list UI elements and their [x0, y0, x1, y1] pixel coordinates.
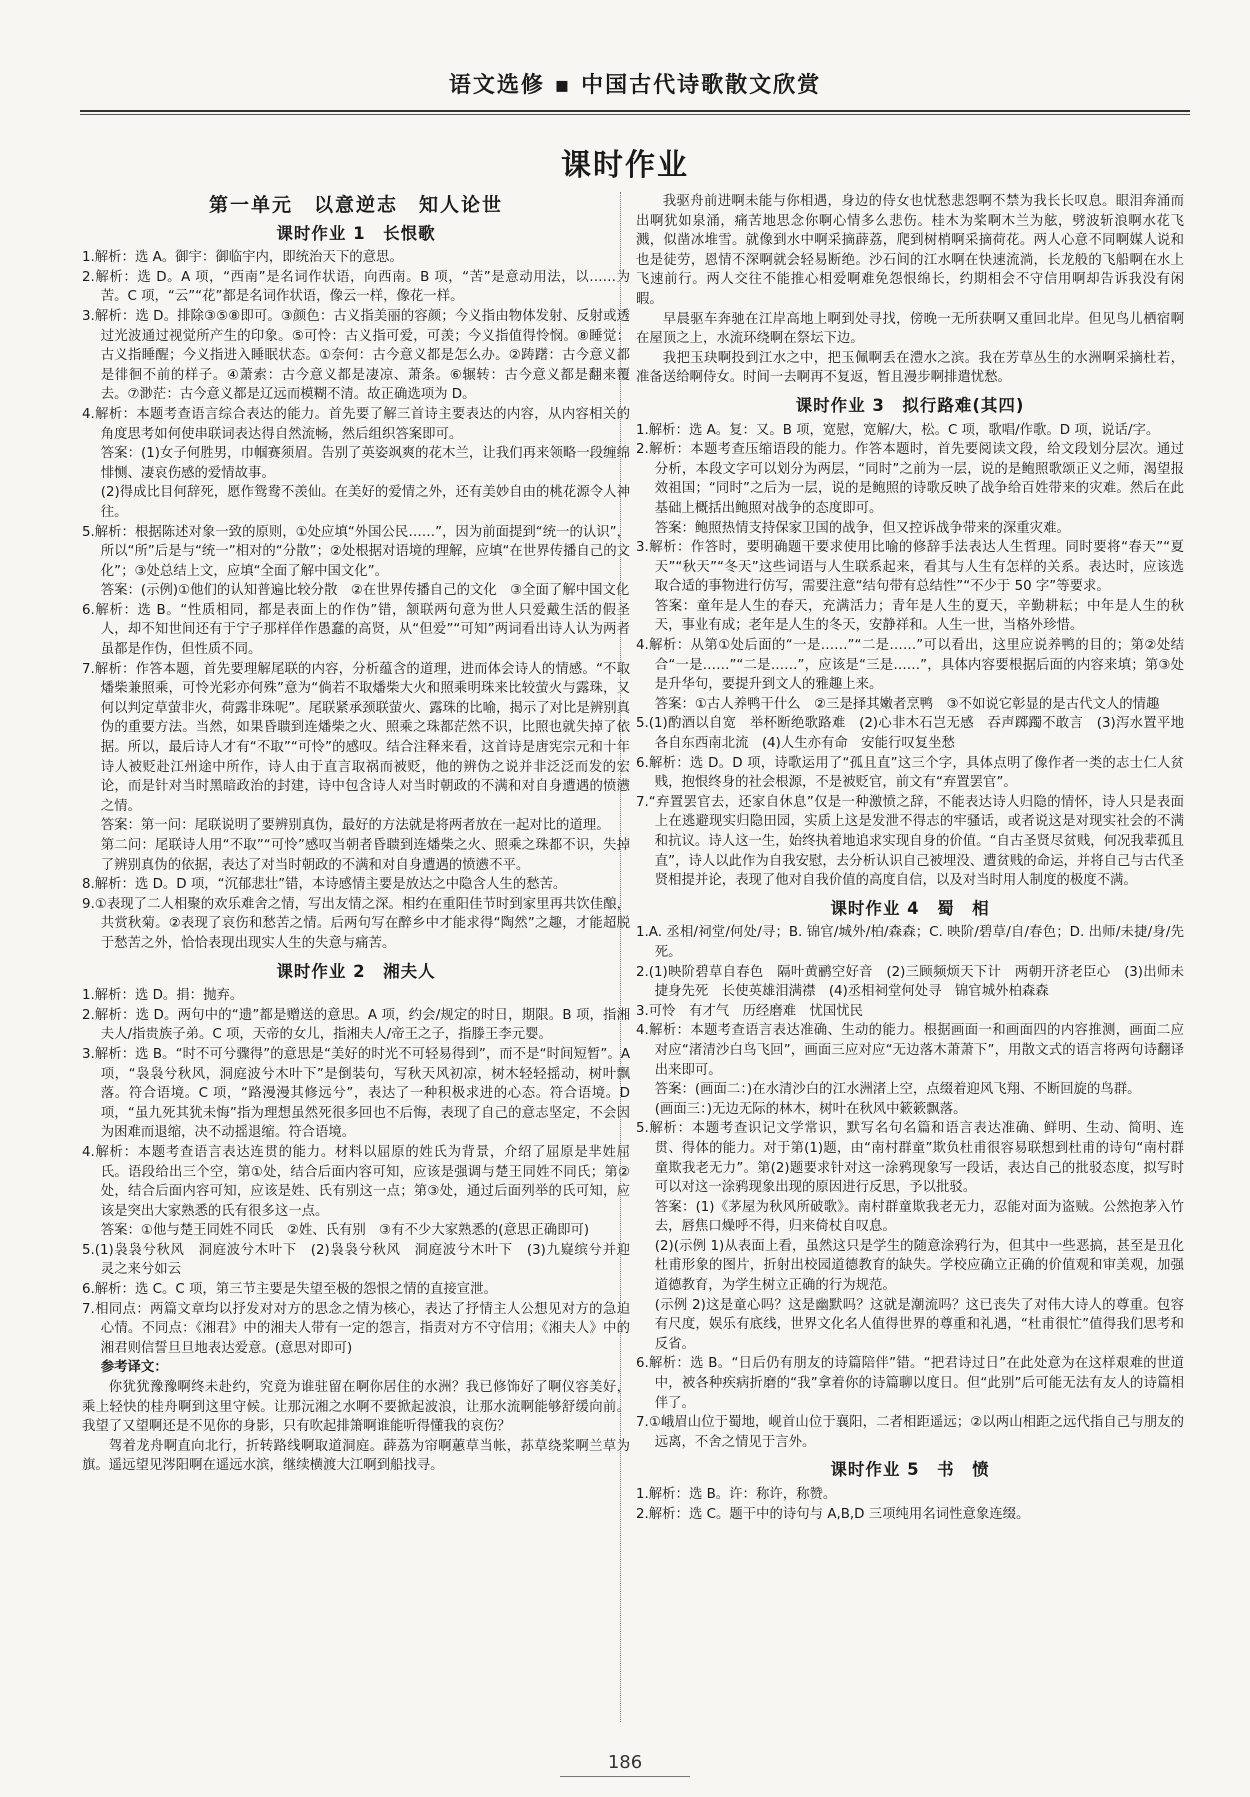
answer-item: 5.(1)袅袅兮秋风 洞庭波兮木叶下 (2)袅袅兮秋风 洞庭波兮木叶下 (3)九嶷缤兮并迎 灵之来兮如云	[82, 1242, 644, 1278]
answer-item: 7.相同点：两篇文章均以抒发对对方的思念之情为核心，表达了抒情主人公想见对方的急迫心情。不同点：《湘君》中的湘夫人带有一定的怨言，指责对方不守信用；《湘夫人》中的湘君则信誓旦旦地表达爱意。(意思对即可)	[82, 1301, 630, 1356]
answer-item: 2.解析：本题考查压缩语段的能力。作答本题时，首先要阅读文段，给文段划分层次。通过分析，本段文字可以划分为两层，“同时”之前为一层，说的是鲍照歌颂正义之师，渴望报效祖国；“同时”之后为一层，说的是鲍照的诗歌反映了战争给百姓带来的灾难。然后在此基础上概括出鲍照对战争的态度即可。	[636, 442, 1184, 516]
reference-paragraph: 你犹犹豫豫啊终未赴约，究竟为谁驻留在啊你居住的水洲？我已修饰好了啊仪容美好，乘上轻快的桂舟啊到这里守候。让那沅湘之水啊不要掀起波浪，让那水流啊能够舒缓向前。我望了又望啊还是不见你的身影，只有吹起排箫啊谁能听得懂我的哀伤？	[82, 1380, 630, 1435]
answer-item: 5.(1)酌酒以自宽 举杯断绝歌路难 (2)心非木石岂无感 吞声踯躅不敢言 (3)泻水置平地 各自东西南北流 (4)人生亦有命 安能行叹复坐愁	[636, 716, 1198, 752]
answer-item: 7.解析：作答本题，首先要理解尾联的内容，分析蕴含的道理，进而体会诗人的情感。“不取燔柴兼照乘，可怜光彩亦何殊”意为“倘若不取燔柴大火和照乘明珠来比较萤火与露珠，又何以判定草萤非火，荷露非珠呢”。尾联紧承颈联萤火、露珠的比喻，揭示了对比是辨别真伪的重要方法。当然，如果昏聩到连燔柴之火、照乘之珠都茫然不识，比照也就失掉了依据。所以，最后诗人才有“不取”“可怜”的感叹。结合注释来看，这首诗是唐宪宗元和十年诗人被贬赴江州途中所作，诗人由于直言取祸而被贬，他的辨伪之说并非泛泛而发的宏论，而是针对当时黑暗政治的封建，诗中包含诗人对当时朝政的不满和对自身遭遇的愤懑之情。	[82, 661, 630, 814]
answer-item: 4.解析：本题考查语言综合表达的能力。首先要了解三首诗主要表达的内容，从内容相关的角度思考如何使串联词表达得自然流畅，然后组织答案即可。	[82, 406, 630, 442]
answer-item: 3.解析：选 B。“时不可兮骤得”的意思是“美好的时光不可轻易得到”，而不是“时间短暂”。A 项，“袅袅兮秋风，洞庭波兮木叶下”是倒装句，写秋天风初凉，树木轻轻摇动，树叶飘落。符合语境。C 项，“路漫漫其修远兮”，表达了一种积极求进的心态。符合语境。D 项，“虽九死其犹未悔”指为理想虽然死很多回也不后悔，表现了自己的意志坚定，不会因为困难而退缩，决不动摇退缩。符合语境。	[82, 1046, 630, 1141]
answer-item: 1.解析：选 B。许：称许，称赞。	[636, 1487, 837, 1502]
answer-text: (2)(示例 1)从表面上看，虽然这只是学生的随意涂鸦行为，但其中一些恶搞，甚至是丑化杜甫形象的图片，折射出校园道德教育的缺失。学校应确立正确的价值观和审美观，加强道德教育，为学生树立正确的行为规范。	[654, 1238, 1184, 1294]
answer-item: 7.“弃置罢官去，还家自休息”仅是一种激愤之辞，不能表达诗人归隐的情怀，诗人只是表面上在逃避现实归隐田园，实质上这是发泄不得志的牢骚话，或者说这是对现实社会的不满和抗议。诗人这一生，始终执着地追求实现自身的价值。“自古圣贤尽贫贱，何况我辈孤且直”，诗人以此作为自我安慰，去分析认识自己被埋没、遭贫贱的命运，并将自己与古代圣贤相提并论，表现了他对自我价值的高度自信，以及对当时用人制度的极度不满。	[636, 794, 1184, 889]
reference-paragraph: 我把玉玦啊投到江水之中，把玉佩啊丢在澧水之滨。我在芳草丛生的水洲啊采摘杜若，准备送给啊侍女。时间一去啊再不复返，暂且漫步啊排遣忧愁。	[636, 350, 1184, 386]
answer-text: (2)得成比目何辞死，愿作鸳鸯不羡仙。在美好的爱情之外，还有美妙自由的桃花源令人神往。	[100, 485, 630, 520]
answer-item: 4.解析：本题考查语言表达准确、生动的能力。根据画面一和画面四的内容推测，画面二应对应“渚清沙白鸟飞回”，画面三应对应“无边落木萧萧下”，用散文式的语言将两句诗翻译出来即可。	[636, 1023, 1184, 1078]
section-title-hw4: 课时作业 4 蜀 相	[830, 898, 990, 918]
answer-item: 2.解析：选 D。A 项，“西南”是名词作状语，向西南。B 项，“苦”是意动用法，以……为苦。C 项，“云”“花”都是名词作状语，像云一样，像花一样。	[82, 269, 630, 305]
answer-item: 3.可怜 有才气 历经磨难 忧国忧民	[636, 1003, 864, 1019]
answer-text: 答案：童年是人生的春天，充满活力；青年是人生的夏天，辛勤耕耘；中年是人生的秋天，事业有成；老年是人生的冬天，安静祥和。人生一世，当格外珍惜。	[654, 598, 1184, 634]
answer-item: 1.解析：选 D。捐：抛弃。	[82, 988, 244, 1004]
answer-item: 9.①表现了二人相聚的欢乐难舍之情，写出友情之深。相约在重阳佳节时到家里再共饮佳酿，共赏秋菊。②表现了哀伤和愁苦之情。后两句写在醉乡中才能求得“陶然”之趣，才能超脱于愁苦之外，恰恰表现出现实人生的失意与痛苦。	[82, 896, 630, 951]
answer-item: 2.解析：选 C。题干中的诗句与 A,B,D 三项纯用名词性意象连缀。	[636, 1506, 1030, 1522]
reference-paragraph: 我驱舟前进啊未能与你相遇，身边的侍女也忧愁悲怨啊不禁为我长长叹息。眼泪奔涌而出啊犹如泉涌，痛苦地思念你啊心情多么悲伤。桂木为桨啊木兰为舷，劈波斩浪啊水花飞溅，似凿冰堆雪。就像到水中啊采摘薜荔，爬到树梢啊采摘荷花。两人心意不同啊媒人说和也是徒劳，恩情不深啊就会轻易断绝。沙石间的江水啊在快速流淌，长龙般的飞船啊在水上飞速前行。两人交往不能推心相爱啊难免怨恨绵长，约期相会不守信用啊却告诉我没有闲暇。	[636, 194, 1184, 307]
answer-item: 1.解析：选 A。御宇：御临宇内，即统治天下的意思。	[82, 250, 403, 266]
answer-text: 答案：①古人养鸭干什么 ②三是择其嫩者烹鸭 ③不如说它彰显的是古代文人的情趣	[654, 696, 1160, 712]
answer-item: 2.(1)映阶碧草自春色 隔叶黄鹂空好音 (2)三顾频烦天下计 两朝开济老臣心 (3)出师未捷身先死 长使英雄泪满襟 (4)丞相祠堂何处寻 锦官城外柏森森	[636, 964, 1184, 1000]
answer-item: 6.解析：选 D。D 项，诗歌运用了“孤且直”这三个字，具体点明了像作者一类的志士仁人贫贱，抱恨终身的社会根源，不是被贬官，前文有“弃置罢官”。	[636, 755, 1184, 791]
answer-item: 1.解析：选 A。复：又。B 项，宽慰，宽解/大，松。C 项，歌唱/作歌。D 项，说话/字。	[636, 422, 1160, 438]
answer-text: 答案：(画面二：)在水清沙白的江水洲渚上空，点缀着迎风飞翔、不断回旋的鸟群。	[654, 1082, 1141, 1098]
answer-item: 3.解析：选 D。排除③⑤⑧即可。③颜色：古义指美丽的容颜；今义指由物体发射、反射或透过光波通过视觉所产生的印象。⑤可怜：古义指可爱，可羡；今义指值得怜悯。⑧睡觉：古义指睡醒；今义指进入睡眠状态。①奈何：古今意义都是怎么办。②踌躇：古今意义都是徘徊不前的样子。④萧索：古今意义都是凄凉、萧条。⑥辗转：古今意义都是翻来覆去。⑦渺茫：古今意义都是辽远而模糊不清。故正确选项为 D。	[82, 308, 630, 403]
section-title-hw5: 课时作业 5 书 愤	[830, 1460, 990, 1480]
answer-text: 答案：(1)《茅屋为秋风所破歌》。南村群童欺我老无力，忍能对面为盗贼。公然抱茅入竹去，唇焦口燥呼不得，归来倚杖自叹息。	[654, 1199, 1184, 1235]
answer-item: 4.解析：本题考查语言表达连贯的能力。材料以屈原的姓氏为背景，介绍了屈原是芈姓屈氏。语段给出三个空，第①处，结合后面内容可知，应该是强调与楚王同姓不同氏；第②处，结合后面内容可知，应该是姓、氏有别这一点；第③处，通过后面列举的氏可知，应该是突出大家熟悉的氏有很多这一点。	[82, 1144, 630, 1219]
section-title-hw1: 课时作业 1 长恨歌	[276, 223, 436, 243]
answer-text: (画面三：)无边无际的林木，树叶在秋风中簌簌飘落。	[654, 1101, 967, 1117]
answer-text: 答案：第一问：尾联说明了要辨别真伪，最好的方法就是将两者放在一起对比的道理。	[100, 818, 610, 834]
page-title: 课时作业	[561, 148, 689, 183]
right-column	[636, 192, 1198, 1524]
answer-item: 4.解析：从第①处后面的“一是……”“二是……”可以看出，这里应说养鸭的目的；第②处结合“一是……”“二是……”，应该是“三是……”，具体内容要根据后面的内容来填；第③处是升华句，要提升到文人的雅趣上来。	[636, 638, 1184, 693]
reference-paragraph: 驾着龙舟啊直向北行，折转路线啊取道洞庭。薜荔为帘啊蕙草当帐，荪草绕桨啊兰草为旗。遥远望见涔阳啊在遥远水滨，继续横渡大江啊到船找寻。	[82, 1438, 630, 1474]
running-head	[80, 66, 1190, 112]
answer-item: 5.解析：本题考查识记文学常识，默写名句名篇和语言表达准确、鲜明、生动、简明、连贯、得体的能力。对于第(1)题，由“南村群童”欺负杜甫很容易联想到杜甫的诗句“南村群童欺我老无力”。第(2)题要求针对这一涂鸦现象写一段话，表达自己的批驳态度，拟写时可以对这一涂鸦现象出现的原因进行反思，予以批驳。	[636, 1121, 1184, 1196]
page-number: 186	[607, 1752, 643, 1773]
running-title: 语文选修 ▪ 中国古代诗歌散文欣赏	[448, 73, 822, 98]
answer-text: 答案：鲍照热情支持保家卫国的战争，但又控诉战争带来的深重灾难。	[654, 520, 1070, 536]
answer-item: 2.解析：选 D。两句中的“遗”都是赠送的意思。A 项，约会/规定的时日，期限。B 项，指湘夫人/指贵族子弟。C 项，天帝的女儿，指湘夫人/帝王之子，指滕王李元婴。	[82, 1007, 630, 1043]
answer-item: 5.解析：根据陈述对象一致的原则，①处应填“外国公民……”，因为前面提到“统一的认识”，所以“所”后是与“统一”相对的“分散”；②处根据对语境的理解，应填“在世界传播自己的文化”；③处总结上文，应填“全面了解中国文化”。	[82, 524, 630, 579]
answer-item: 1.A. 丞相/祠堂/何处/寻；B. 锦官/城外/柏/森森；C. 映阶/碧草/自/春色；D. 出师/未捷/身/先死。	[636, 925, 1184, 960]
answer-text: 答案：(1)女子何胜男，巾帼赛须眉。告别了英姿飒爽的花木兰，让我们再来领略一段缠绵悱恻、凄哀伤感的爱情故事。	[100, 446, 630, 481]
footer-rule	[560, 1776, 690, 1777]
answer-text: (示例 2)这是童心吗？这是幽默吗？这就是潮流吗？这已丧失了对伟大诗人的尊重。包容有尺度，娱乐有底线，世界文化名人值得世界的尊重和礼遇，“杜甫很忙”值得我们思考和反省。	[654, 1297, 1184, 1352]
header-rule	[80, 114, 1190, 115]
answer-item: 6.解析：选 C。C 项，第三节主要是失望至极的怨恨之情的直接宣泄。	[82, 1282, 497, 1298]
answer-item: 8.解析：选 D。D 项，“沉郁悲壮”错，本诗感情主要是放达之中隐含人生的愁苦。	[82, 877, 567, 893]
answer-item: 7.①峨眉山位于蜀地，岘首山位于襄阳，二者相距遥远；②以两山相距之远代指自己与朋友的远离，不舍之情见于言外。	[636, 1415, 1184, 1450]
answer-text: 答案：①他与楚王同姓不同氏 ②姓、氏有别 ③有不少大家熟悉的(意思正确即可)	[100, 1223, 590, 1239]
column-divider	[620, 192, 621, 1722]
answer-item: 6.解析：选 B。“日后仍有朋友的诗篇陪伴”错。“把君诗过日”在此处意为在这样艰难的世道中，被各种疾病折磨的“我”拿着你的诗篇聊以度日。但“此别”后可能无法有友人的诗篇相伴了。	[636, 1356, 1184, 1411]
section-title-hw3: 课时作业 3 拟行路难(其四)	[795, 395, 1025, 415]
left-column	[82, 192, 644, 1476]
reference-paragraph: 早晨驱车奔驰在江岸高地上啊到处寻找，傍晚一无所获啊又重回北岸。但见鸟儿栖宿啊在屋顶之上，水流环绕啊在祭坛下边。	[636, 311, 1184, 347]
unit-title: 第一单元 以意逆志 知人论世	[208, 194, 503, 216]
section-title-hw2: 课时作业 2 湘夫人	[276, 961, 436, 981]
answer-item: 3.解析：作答时，要明确题干要求使用比喻的修辞手法表达人生哲理。同时要将“春天”“夏天”“秋天”“冬天”这些词语与人生联系起来，看其与人生有怎样的关系。表达时，应该选取合适的事物进行仿写，需要注意“结句带有总结性”“不少于 50 字”等要求。	[636, 540, 1184, 595]
answer-text: 第二问：尾联诗人用“不取”“可怜”感叹当朝者昏聩到连燔柴之火、照乘之珠都不识，失掉了辨别真伪的依据，表达了对当时朝政的不满和对自身遭遇的愤懑不平。	[100, 838, 630, 873]
answer-text: 答案：(示例)①他们的认知普遍比较分散 ②在世界传播自己的文化 ③全面了解中国文化	[100, 583, 630, 599]
answer-item: 6.解析：选 B。“性质相同，都是表面上的作伪”错，颔联两句意为世人只爱戴生活的假圣人，却不知世间还有于宁子那样佯作愚蠢的高贤，从“但爱”“可知”两词看出诗人认为两者虽都是作伪，但性质不同。	[82, 602, 630, 658]
reference-label: 参考译文：	[100, 1360, 168, 1376]
